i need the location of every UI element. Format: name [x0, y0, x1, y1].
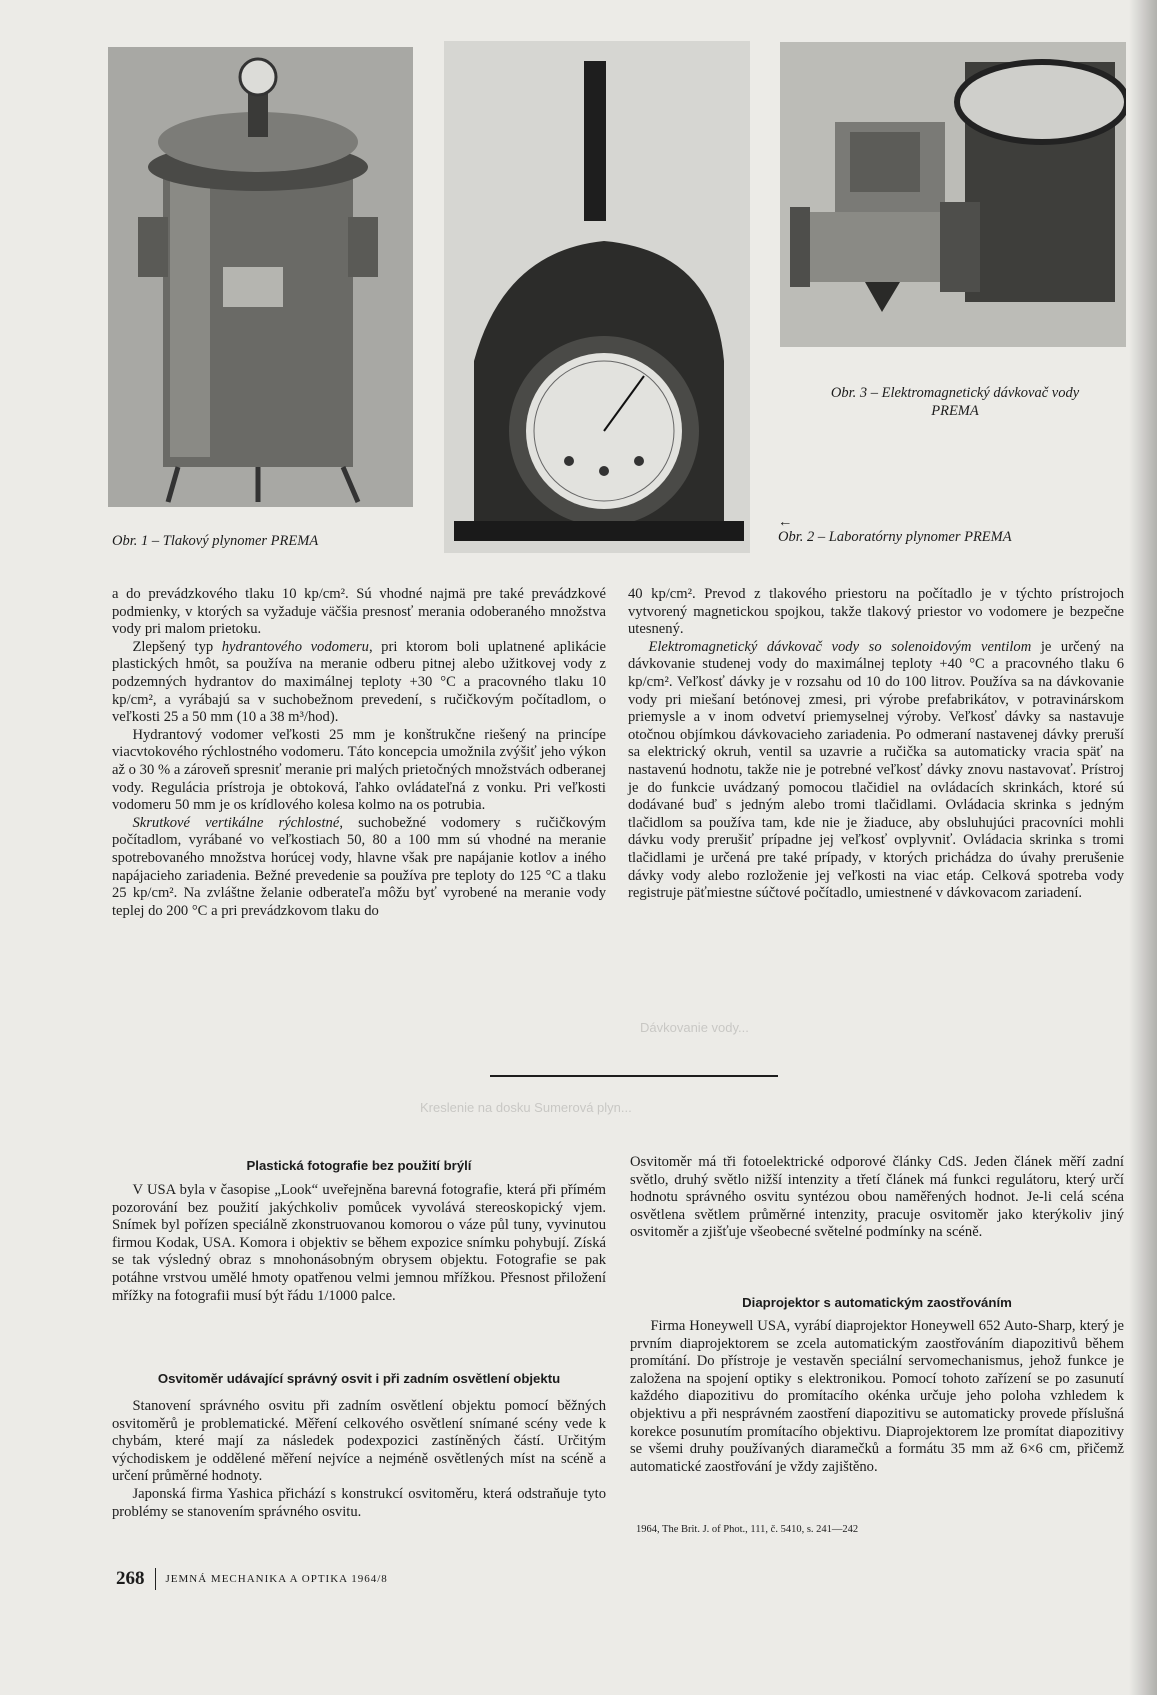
- paragraph: Osvitoměr má tři fotoelektrické odporové články CdS. Jeden článek měří zadní světlo, druhý světlo nižší intenzity a třetí článek má funkci regulátoru, který určí hodnotu správného osvitu syntézou obou naměřených hodnot. Je-li celá scéna osvětlena světlem průměrné intenzity, pracuje osvitoměr jako kterýkoliv jiný osvitoměr a zjišťuje všeobecné světelné podmínky na scéně.: [630, 1154, 1124, 1241]
- bleed-through-line: Kreslenie na dosku Sumerová plyn...: [420, 1100, 632, 1115]
- figure-1-caption: [112, 532, 412, 550]
- figure-2-arrow: ←: [778, 514, 793, 530]
- figure-3-photo: [780, 42, 1126, 347]
- lower-left-column-a: [112, 1182, 606, 1305]
- emphasis: Elektromagnetický dávkovač vody so solenoidovým ventilom: [648, 638, 1032, 655]
- figure-1-photo: [108, 47, 413, 507]
- page-footer: [116, 1568, 388, 1590]
- paragraph: V USA byla v časopise „Look“ uveřejněna barevná fotografie, která při přímém pozorování bez použití jakýchkoliv pomůcek vyvolává stereoskopický vjem. Snímek byl pořízen speciálně zkonstruovanou komorou o váze půl tuny, vyvinutou firmou Kodak, USA. Komora i objektiv se během expozice snímku pohybují. Získá se tak výsledný obraz s mnohonásobným obrysem objektu. Fotografie se pak potáhne vrstvou umělé hmoty opatřenou velmi jemnou mřížkou. Přesnost přiložení mřížky na fotografii musí být řádu 1/1000 palce.: [112, 1182, 606, 1304]
- emphasis: hydrantového vodomeru: [221, 638, 369, 655]
- paragraph: 40 kp/cm². Prevod z tlakového priestoru na počítadlo je v týchto prístrojoch vytvorený magnetickou spojkou, takže tlakový priestor vo vodomere je bezpečne utesnený.: [628, 586, 1124, 638]
- text: Zlepšený typ: [132, 638, 222, 655]
- lower-left-column-b: [112, 1398, 606, 1521]
- figure-3-caption-line1: Obr. 3 – Elektromagnetický dávkovač vody: [830, 385, 1080, 401]
- paragraph: Stanovení správného osvitu při zadním osvětlení objektu pomocí běžných osvitoměrů je problematické. Měření celkového osvětlení snímané scény vede k chybám, které mají za následek podexpozici zastíněných částí. Určitým východiskem je oddělené měření nejvíce a nejméně osvětlených míst na scéně a určení průměrné hodnoty.: [112, 1398, 606, 1485]
- page-edge-shadow: [1129, 0, 1157, 1695]
- footer-divider: [155, 1568, 156, 1590]
- figure-1-caption-text: Obr. 1 – Tlakový plynomer PREMA: [112, 533, 319, 549]
- bleed-through-line: Dávkovanie vody...: [640, 1020, 749, 1035]
- section-divider: [490, 1075, 778, 1077]
- paragraph: Hydrantový vodomer veľkosti 25 mm je konštrukčne riešený na princípe viacvtokového rýchlostného vodomeru. Táto koncepcia umožnila zvýšiť jeho výkon až o 30 % a zároveň spresniť meranie pri malých prietočných množstvách odberanej vody. Regulácia prístroja je obtoková, ľahko ovládateľná z vonku. Pri veľkosti vodomeru 50 mm je os krídlového kolesa kolmo na os potrubia.: [112, 726, 606, 814]
- paragraph: Firma Honeywell USA, vyrábí diaprojektor Honeywell 652 Auto-Sharp, který je prvním diaprojektorem se zcela automatickým zaostřováním diapozitivů během promítání. Do přístroje je vestavěn speciální servomechanismus, jehož funkce je založena na spojení optiky s elektronikou. Pomocí tohoto zařízení se po zasunutí každého diapozitivu do promítacího okénka určuje jeho poloha vzhledem k objektivu a při nesprávném zaostření diapozitivu se automaticky provede příslušná korekce posunutím promítacího objektivu. Diaprojektorem lze promítat diapozitivy se všemi druhy používaných diaramečků a formátu 35 mm až 6×6 cm, přičemž automatické zaostřování je vždy zajištěno.: [630, 1318, 1124, 1475]
- paragraph: [112, 639, 606, 727]
- article-heading-exposure-meter: Osvitoměr udávající správný osvit i při zadním osvětlení objektu: [157, 1371, 561, 1386]
- paragraph: [628, 639, 1124, 903]
- journal-name: JEMNÁ MECHANIKA A OPTIKA 1964/8: [165, 1573, 388, 1585]
- upper-left-column: [112, 586, 606, 920]
- lower-right-column-a: [630, 1154, 1124, 1242]
- paragraph: Japonská firma Yashica přichází s konstrukcí osvitoměru, která odstraňuje tyto problémy se stanovením správného osvitu.: [112, 1485, 606, 1520]
- text: je určený na dávkovanie studenej vody do maximálnej teploty +40 °C a pracovného tlaku 6 kp/cm². Veľkosť dávky je v rozsahu od 10 do 100 litrov. Používa sa na dávkovanie vody pri miešaní betónovej zmesi, pri výrobe prefabrikátov, v potravinárskom priemysle a v inom odvetví priemyselnej výroby. Veľkosť dávky sa nastavuje otočnou objímkou dávkovacieho zariadenia. Po odmeraní nastavenej dávky preruší sa elektrický okruh, ventil sa uzavrie a ručička sa automaticky vracia späť na nastavenú hodnotu, takže nie je potrebné veľkosť dávky znovu nastavovať. Prístroj je do funkcie uvádzaný pomocou tlačidiel na ovládacích skrinkách, ktoré sú dodávané buď s jedným alebo tromi tlačidlami. Ovládacia skrinka s jedným tlačidlom sa používa tam, kde nie je žiaduce, aby obsluhujúci pracovníci mohli dávku vody prerušiť prípadne jej veľkosť ovplyvniť. Ovládacia skrinka s tromi tlačidlami je určená pre také prípady, v ktorých prichádza do úvahy prerušenie dávky vody alebo rozloženie jej veľkosti na viac etáp. Celková spotreba vody registruje päťmiestne súčtové počítadlo, umiestnené v dávkovacom zariadení.: [628, 638, 1124, 902]
- figure-2-photo: [444, 41, 750, 553]
- figure-2-caption: [778, 516, 1118, 546]
- figure-3-caption: [790, 384, 1120, 420]
- figure-3-caption-line2: PREMA: [931, 403, 979, 419]
- reference-citation: 1964, The Brit. J. of Phot., 111, č. 5410, s. 241—242: [636, 1524, 859, 1535]
- paragraph: a do prevádzkového tlaku 10 kp/cm². Sú vhodné najmä pre také prevádzkové podmienky, v ktorých sa vyžaduje väčšia presnosť merania odoberaného množstva vody pri malom prietoku.: [112, 586, 606, 638]
- lower-right-column-b: [630, 1318, 1124, 1476]
- text: , pri ktorom boli uplatnené aplikácie plastických hmôt, sa používa na meranie odberu pitnej alebo užitkovej vody z podzemných hydrantov do maximálnej teploty +30 °C a pracovného tlaku 10 kp/cm², a vyrábajú sa v suchobežnom prevedení, s ručičkovým počítadlom, o veľkosti 25 a 50 mm (10 a 38 m³/hod).: [112, 638, 606, 726]
- figure-2-caption-text: Obr. 2 – Laboratórny plynomer PREMA: [778, 529, 1012, 545]
- article-heading-slide-projector: Diaprojektor s automatickým zaostřováním: [742, 1295, 1012, 1310]
- upper-right-column: [628, 586, 1124, 903]
- emphasis: Skrutkové vertikálne rýchlostné: [132, 814, 340, 831]
- article-heading-plastic-photo: Plastická fotografie bez použití brýlí: [246, 1158, 472, 1173]
- paragraph: [112, 815, 606, 921]
- text: , suchobežné vodomery s ručičkovým počítadlom, vyrábané vo veľkostiach 50, 80 a 100 mm sú vhodné na meranie spotrebovaného množstva horúcej vody, hlavne však pre napájanie kotlov a iného napájacieho zariadenia. Bežné prevedenie sa používa pre teploty do 125 °C a tlaku 25 kp/cm². Na zvláštne želanie odberateľa môžu byť vyrobené na meranie vody teplej do 200 °C a pri prevádzkovom tlaku do: [112, 814, 606, 919]
- page-number: 268: [116, 1568, 145, 1589]
